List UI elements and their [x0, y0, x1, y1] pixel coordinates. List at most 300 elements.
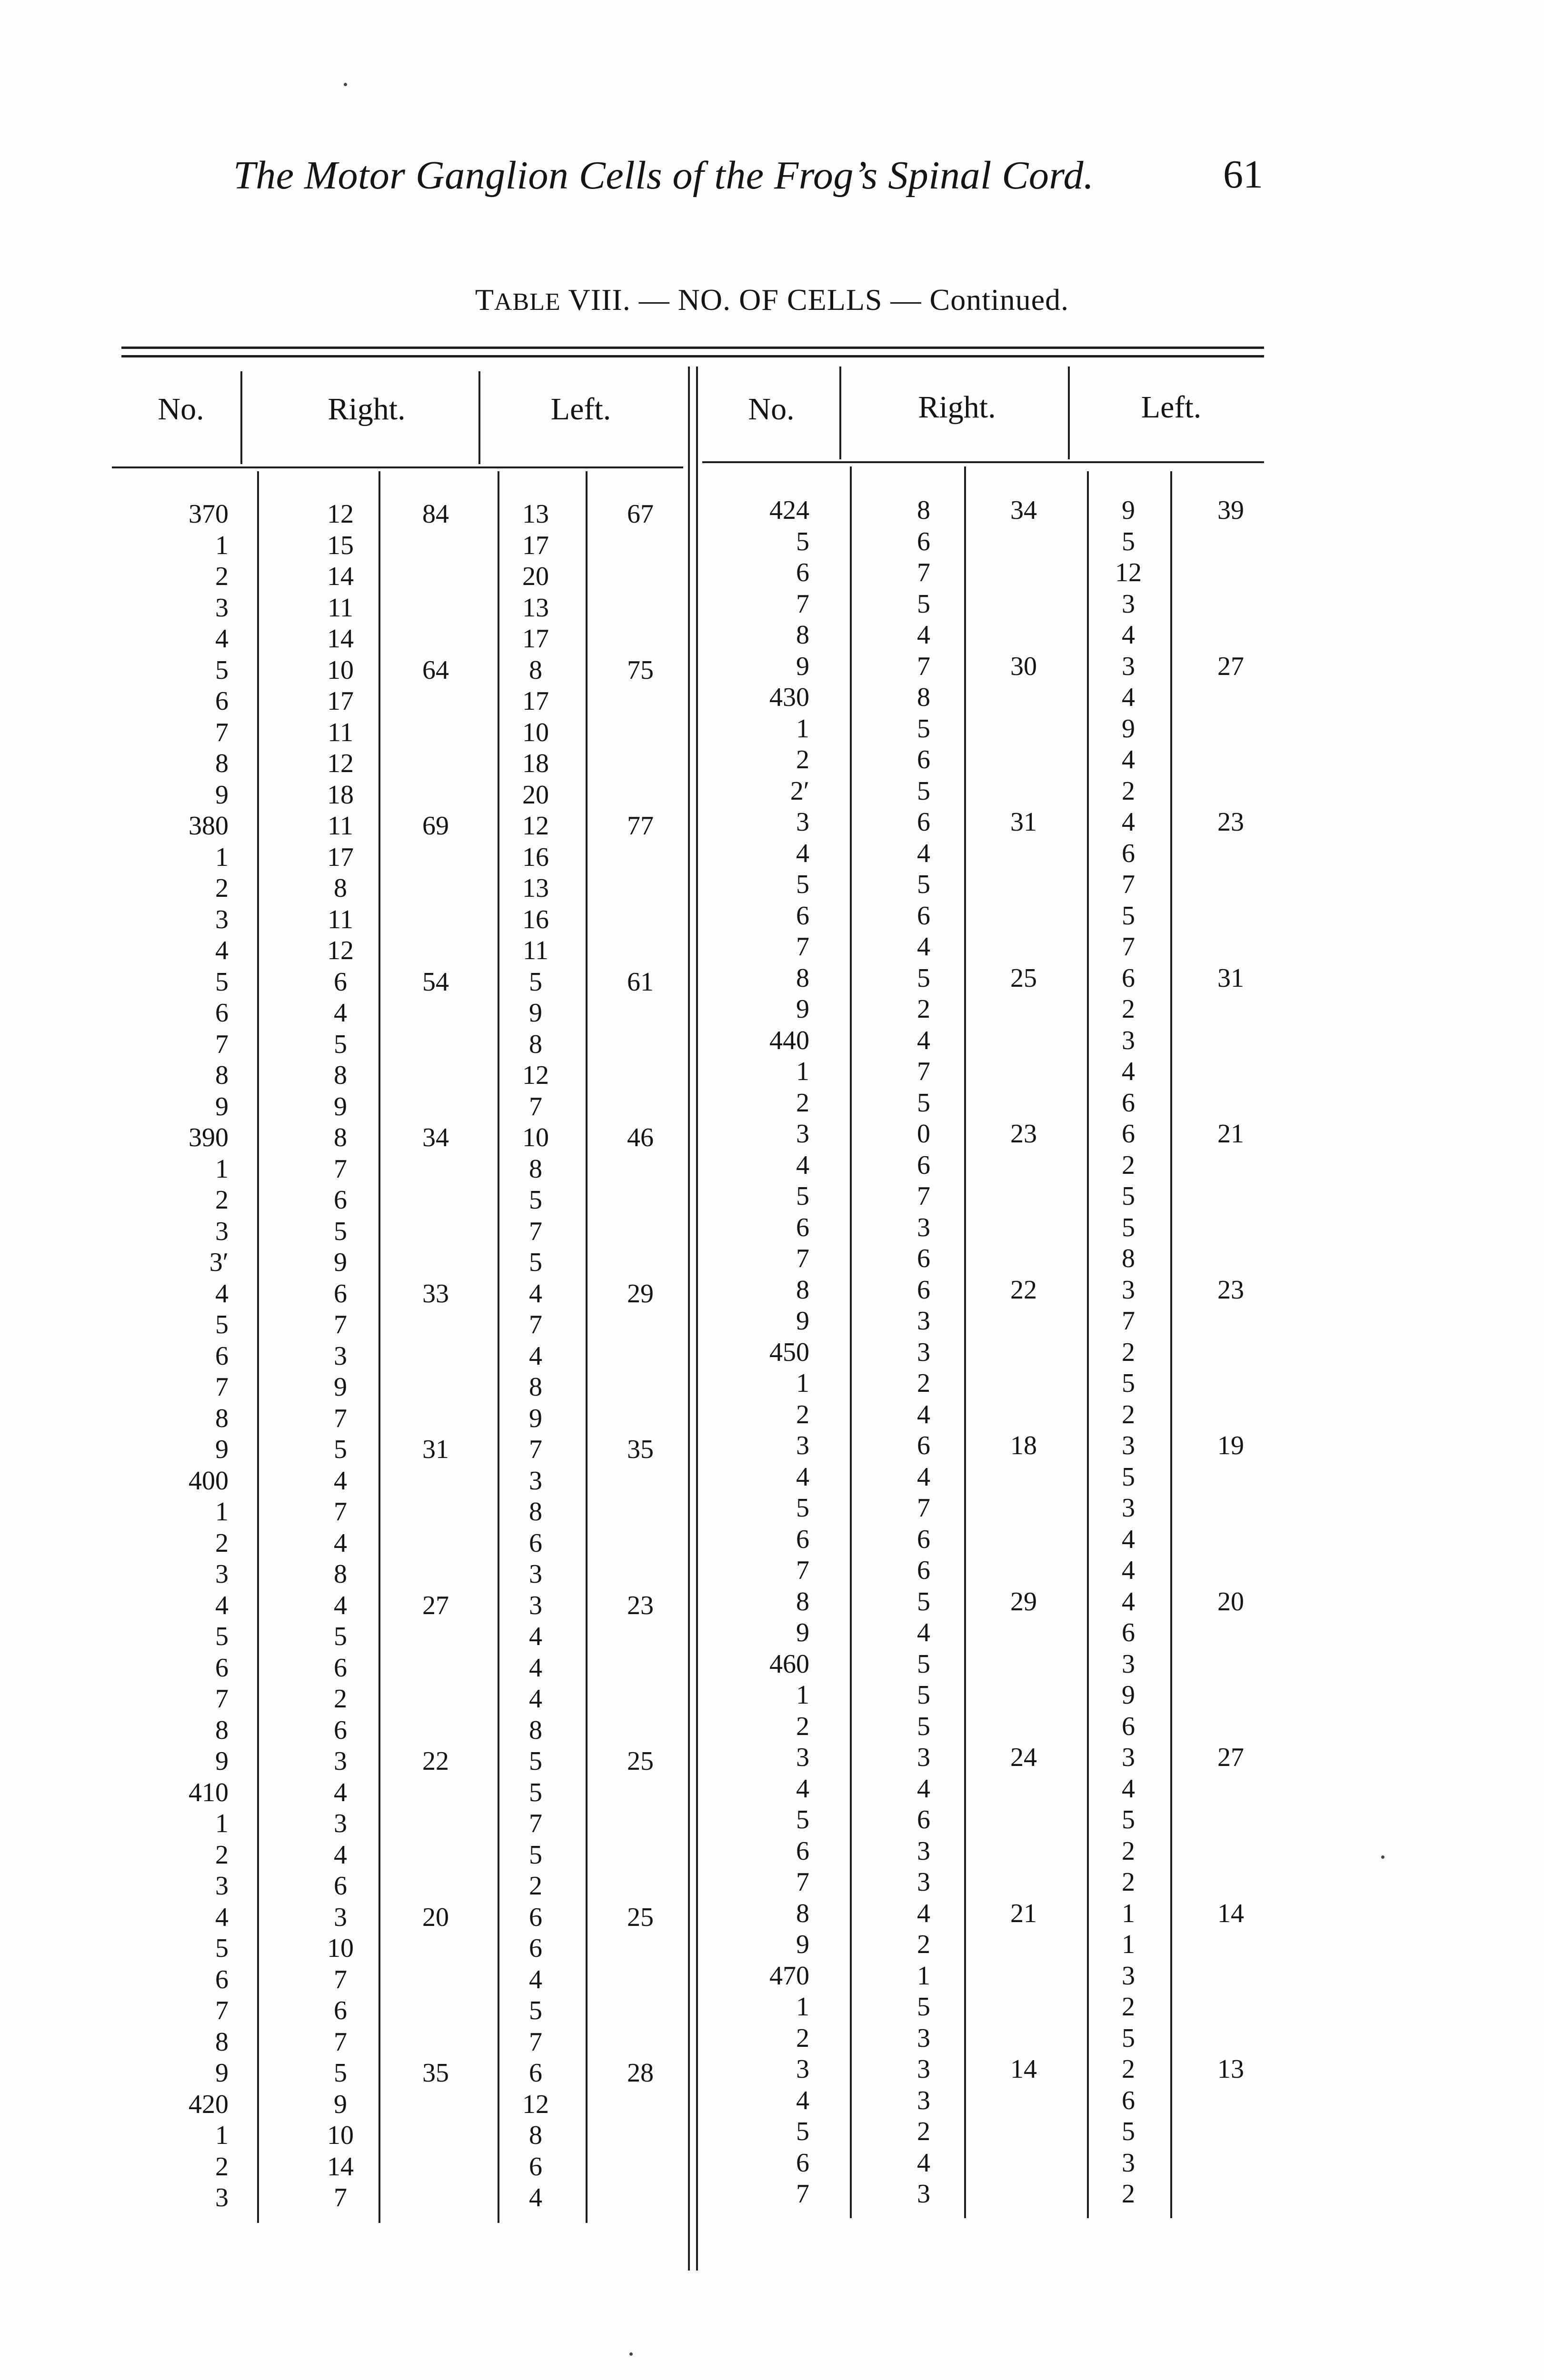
table-cell: 17	[522, 686, 549, 716]
table-cell: 5	[215, 1934, 229, 1963]
table-cell: 6	[917, 901, 930, 931]
table-cell	[614, 717, 667, 749]
table-cell	[1207, 1961, 1255, 1992]
table-cell: 4	[334, 1466, 347, 1496]
table-cell: 6	[215, 1964, 229, 1994]
table-cell: 2′	[790, 776, 809, 806]
table-cell: 18	[1010, 1431, 1037, 1460]
table-cell	[1000, 1555, 1047, 1587]
table-cell: 2	[1122, 776, 1135, 806]
table-cell: 9	[796, 994, 809, 1024]
table-cell: 2	[917, 2117, 930, 2146]
table-cell: 5	[215, 1622, 229, 1651]
table-cell: 10	[327, 1934, 354, 1963]
table-cell: 1	[215, 530, 229, 560]
table-cell: 5	[529, 1185, 542, 1215]
table-cell: 11	[328, 811, 353, 841]
table-cell: 3	[1122, 589, 1135, 619]
table-cell	[1207, 1992, 1255, 2023]
table-cell: 11	[328, 593, 353, 623]
table-cell	[614, 873, 667, 904]
table-cell: 8	[529, 655, 542, 685]
table-cell	[1000, 932, 1047, 963]
table-cell: 4	[917, 932, 930, 962]
table-cell	[1207, 1617, 1255, 1649]
table-cell: 2	[215, 1840, 229, 1870]
table-cell	[1000, 1929, 1047, 1961]
table-cell: 2	[1122, 994, 1135, 1024]
table-cell: 2	[1122, 2054, 1135, 2084]
header-left-right: Left.	[1141, 390, 1202, 425]
table-cell: 3	[215, 1871, 229, 1901]
table-cell: 25	[627, 1902, 654, 1932]
table-cell: 7	[796, 589, 809, 619]
table-cell: 6	[529, 2058, 542, 2088]
table-cell: 30	[1010, 651, 1037, 681]
table-cell: 5	[529, 1777, 542, 1807]
table-cell: 7	[334, 1310, 347, 1339]
table-cell: 9	[529, 1403, 542, 1433]
table-cell: 470	[769, 1961, 809, 1991]
table-cell	[614, 1684, 667, 1715]
table-cell: 9	[215, 780, 229, 810]
table-cell: 7	[917, 1493, 930, 1523]
table-cell: 5	[215, 655, 229, 685]
table-cell: 8	[215, 749, 229, 778]
table-cell	[1000, 1306, 1047, 1337]
table-cell: 69	[422, 811, 449, 841]
table-cell: 4	[917, 1618, 930, 1647]
table-cell: 9	[796, 1930, 809, 1959]
table-cell: 2	[1122, 1836, 1135, 1866]
table-cell: 3	[1122, 1025, 1135, 1055]
table-cell: 4	[796, 2085, 809, 2115]
table-cell: 7	[1122, 870, 1135, 899]
table-cell	[1207, 1649, 1255, 1680]
table-cell	[614, 2027, 667, 2058]
table-cell: 20	[422, 1902, 449, 1932]
table-cell	[1207, 838, 1255, 870]
table-cell: 7	[529, 1809, 542, 1838]
table-cell	[409, 748, 462, 780]
table-cell: 10	[327, 2121, 354, 2150]
table-cell: 10	[522, 717, 549, 747]
table-cell: 6	[334, 1279, 347, 1309]
table-cell: 6	[529, 1902, 542, 1932]
table-cell: 4	[917, 1399, 930, 1429]
caption-main: VIII. — NO. OF CELLS — Continued.	[568, 283, 1069, 317]
table-cell: 3	[1122, 1431, 1135, 1460]
table-cell	[409, 1995, 462, 2027]
table-cell: 64	[422, 655, 449, 685]
table-cell	[409, 1871, 462, 1902]
table-cell: 4	[796, 1774, 809, 1804]
table-cell: 5	[215, 1310, 229, 1339]
table-cell: 8	[796, 963, 809, 993]
table-cell	[1000, 1150, 1047, 1181]
table-cell: 5	[1122, 1181, 1135, 1211]
table-cell: 7	[529, 1435, 542, 1464]
table-cell: 3	[917, 1212, 930, 1242]
table-cell: 7	[215, 1029, 229, 1059]
right-values-column-left	[314, 499, 367, 2214]
column-divider	[1068, 367, 1070, 459]
table-cell	[1000, 714, 1047, 745]
table-cell	[1000, 2116, 1047, 2148]
table-cell: 18	[327, 780, 354, 810]
right-sums-column-left	[409, 499, 462, 2214]
table-cell: 13	[1217, 2054, 1244, 2084]
table-cell: 7	[215, 717, 229, 747]
table-cell: 3	[334, 1902, 347, 1932]
table-cell: 6	[1122, 1711, 1135, 1741]
table-cell	[1000, 1493, 1047, 1524]
table-cell	[409, 624, 462, 655]
table-cell	[614, 1995, 667, 2027]
table-cell: 6	[796, 2148, 809, 2178]
table-cell	[409, 686, 462, 717]
table-cell: 1	[796, 714, 809, 744]
table-cell	[1000, 869, 1047, 901]
table-cell: 2	[215, 1185, 229, 1215]
table-cell	[614, 748, 667, 780]
table-cell: 29	[627, 1279, 654, 1309]
table-cell: 5	[796, 870, 809, 899]
table-cell: 5	[917, 1088, 930, 1118]
table-cell	[614, 1497, 667, 1528]
table-cell	[614, 1777, 667, 1809]
table-cell	[1207, 1680, 1255, 1711]
table-cell	[1207, 1306, 1255, 1337]
print-speck	[344, 83, 347, 86]
table-cell	[409, 593, 462, 624]
table-cell: 3	[796, 1743, 809, 1772]
table-cell: 2	[796, 1399, 809, 1429]
table-cell: 5	[796, 1181, 809, 1211]
table-cell	[1000, 1711, 1047, 1743]
table-cell: 29	[1010, 1587, 1037, 1616]
table-cell: 12	[522, 1061, 549, 1090]
table-cell: 3	[917, 1836, 930, 1866]
table-cell	[409, 530, 462, 562]
table-cell	[614, 1247, 667, 1279]
table-cell: 4	[1122, 1587, 1135, 1616]
table-cell	[614, 561, 667, 593]
table-cell	[1000, 1368, 1047, 1399]
table-cell: 5	[796, 2117, 809, 2146]
table-cell: 3	[917, 1337, 930, 1367]
table-cell: 5	[529, 1840, 542, 1870]
table-cell: 4	[1122, 1774, 1135, 1804]
table-cell: 2	[334, 1684, 347, 1714]
table-cell	[614, 624, 667, 655]
table-cell	[614, 842, 667, 873]
table-cell	[409, 2182, 462, 2214]
table-cell: 6	[796, 901, 809, 931]
table-cell: 7	[796, 2179, 809, 2209]
table-cell	[1207, 744, 1255, 776]
table-cell	[1207, 1836, 1255, 1867]
table-cell	[1000, 1649, 1047, 1680]
print-speck	[1381, 1855, 1385, 1859]
table-cell: 4	[529, 1279, 542, 1309]
table-cell	[1000, 2023, 1047, 2054]
table-cell: 20	[522, 780, 549, 810]
table-cell: 18	[522, 749, 549, 778]
table-cell: 33	[422, 1279, 449, 1309]
header-no-left: No.	[158, 392, 204, 426]
table-cell: 5	[796, 1493, 809, 1523]
table-cell	[1207, 1337, 1255, 1368]
table-cell	[614, 1029, 667, 1061]
table-cell	[1207, 869, 1255, 901]
right-values-column-right	[900, 495, 947, 2210]
header-right-right: Right.	[918, 390, 996, 425]
table-cell: 27	[1217, 651, 1244, 681]
table-cell: 5	[917, 963, 930, 993]
no-column-right	[743, 495, 809, 2210]
table-cell: 6	[334, 1871, 347, 1901]
table-cell	[409, 904, 462, 936]
table-cell: 4	[1122, 683, 1135, 712]
table-cell: 2	[796, 1088, 809, 1118]
table-cell: 6	[529, 1528, 542, 1558]
table-cell	[614, 1341, 667, 1372]
table-cell: 6	[796, 1524, 809, 1554]
table-cell	[409, 1185, 462, 1216]
table-cell: 4	[796, 1150, 809, 1180]
table-cell: 23	[1217, 807, 1244, 837]
column-divider	[379, 471, 380, 2223]
table-cell	[1000, 1337, 1047, 1368]
table-cell	[614, 1621, 667, 1653]
table-cell: 17	[327, 686, 354, 716]
table-cell: 6	[917, 1524, 930, 1554]
table-cell: 4	[917, 2148, 930, 2178]
table-cell: 61	[627, 967, 654, 997]
table-cell: 6	[917, 745, 930, 774]
table-cell	[409, 873, 462, 904]
table-cell: 2	[796, 745, 809, 774]
table-cell: 11	[328, 717, 353, 747]
table-cell: 3	[529, 1466, 542, 1496]
table-cell: 27	[422, 1590, 449, 1620]
table-cell: 23	[1217, 1275, 1244, 1305]
table-cell: 27	[1217, 1743, 1244, 1772]
table-cell	[1000, 1992, 1047, 2023]
table-cell: 5	[215, 967, 229, 997]
table-cell: 2	[215, 1528, 229, 1558]
table-cell	[409, 2152, 462, 2183]
table-cell: 4	[529, 1653, 542, 1683]
table-cell: 3	[917, 2179, 930, 2209]
table-cell: 6	[334, 1715, 347, 1745]
table-cell	[1207, 1150, 1255, 1181]
table-cell: 3	[917, 2054, 930, 2084]
table-cell: 3	[1122, 1275, 1135, 1305]
table-cell	[409, 2089, 462, 2121]
table-cell: 5	[1122, 2117, 1135, 2146]
table-cell	[614, 1964, 667, 1996]
table-cell: 16	[522, 842, 549, 872]
table-cell: 13	[522, 873, 549, 903]
table-cell: 7	[796, 1244, 809, 1273]
table-cell: 6	[529, 1934, 542, 1963]
table-cell: 3	[917, 1867, 930, 1897]
table-cell: 4	[215, 1902, 229, 1932]
table-cell: 7	[334, 1154, 347, 1184]
left-values-column-left	[509, 499, 562, 2214]
table-cell	[1207, 2179, 1255, 2210]
top-double-rule-lower	[121, 355, 1264, 357]
table-cell	[1000, 1961, 1047, 1992]
table-cell	[409, 1309, 462, 1341]
table-cell	[1207, 526, 1255, 558]
table-cell	[1207, 1368, 1255, 1399]
table-cell: 4	[215, 624, 229, 654]
table-cell: 1	[796, 1368, 809, 1398]
table-cell: 21	[1217, 1119, 1244, 1149]
table-cell: 5	[1122, 2023, 1135, 2053]
table-cell: 14	[327, 2152, 354, 2182]
table-cell: 6	[917, 1431, 930, 1460]
table-cell	[1207, 1493, 1255, 1524]
table-cell	[614, 1808, 667, 1840]
table-cell: 8	[529, 2121, 542, 2150]
table-cell	[1000, 589, 1047, 620]
table-cell: 7	[334, 1403, 347, 1433]
table-cell	[614, 1060, 667, 1091]
table-cell: 6	[917, 1150, 930, 1180]
table-cell	[409, 1216, 462, 1248]
table-cell	[1207, 901, 1255, 932]
table-cell	[409, 1933, 462, 1964]
table-cell: 3	[917, 2023, 930, 2053]
table-cell: 12	[522, 2089, 549, 2119]
table-cell: 16	[522, 904, 549, 934]
table-cell	[1000, 1805, 1047, 1836]
table-cell	[409, 1091, 462, 1123]
column-divider	[1170, 471, 1172, 2218]
column-divider	[688, 367, 690, 2271]
table-cell: 14	[1217, 1898, 1244, 1928]
table-cell: 5	[917, 589, 930, 619]
table-cell: 22	[422, 1746, 449, 1776]
table-cell	[1207, 2116, 1255, 2148]
column-divider	[964, 466, 966, 2218]
table-cell: 20	[522, 562, 549, 591]
table-cell: 7	[1122, 1306, 1135, 1336]
table-cell	[409, 1247, 462, 1279]
table-cell: 8	[334, 1559, 347, 1589]
table-cell	[1000, 1462, 1047, 1493]
table-cell	[1000, 1212, 1047, 1244]
table-cell: 17	[522, 530, 549, 560]
table-cell: 5	[917, 714, 930, 744]
table-cell: 6	[917, 1805, 930, 1835]
table-cell: 67	[627, 499, 654, 529]
table-cell: 9	[334, 1248, 347, 1277]
table-cell: 3	[334, 1809, 347, 1838]
table-cell	[1207, 1399, 1255, 1431]
table-cell: 3	[1122, 1493, 1135, 1523]
table-cell: 5	[1122, 526, 1135, 556]
table-cell: 6	[917, 526, 930, 556]
table-cell: 1	[796, 1680, 809, 1710]
table-cell: 4	[1122, 1057, 1135, 1086]
table-cell	[409, 1341, 462, 1372]
table-cell: 75	[627, 655, 654, 685]
table-cell	[409, 1840, 462, 1871]
table-cell: 8	[215, 1715, 229, 1745]
column-divider	[850, 466, 852, 2218]
table-cell: 8	[334, 1123, 347, 1152]
table-cell: 400	[189, 1466, 229, 1496]
table-cell: 3	[215, 1216, 229, 1246]
table-cell	[614, 780, 667, 811]
table-cell	[614, 530, 667, 562]
table-cell	[409, 1060, 462, 1091]
header-right-left: Right.	[328, 392, 406, 426]
table-cell: 19	[1217, 1431, 1244, 1460]
table-cell: 5	[1122, 1212, 1135, 1242]
table-cell: 6	[1122, 1618, 1135, 1647]
table-cell	[409, 1528, 462, 1559]
column-divider	[839, 367, 841, 459]
table-cell: 3	[215, 1559, 229, 1589]
table-cell	[409, 780, 462, 811]
table-cell: 23	[627, 1590, 654, 1620]
table-cell: 1	[1122, 1898, 1135, 1928]
table-cell: 5	[529, 1996, 542, 2025]
table-cell	[1207, 1711, 1255, 1743]
table-cell: 3	[796, 1431, 809, 1460]
table-cell: 3	[1122, 2148, 1135, 2178]
table-cell: 4	[917, 1025, 930, 1055]
table-cell: 380	[189, 811, 229, 841]
table-cell	[409, 1154, 462, 1185]
table-cell	[409, 1684, 462, 1715]
table-cell	[614, 2182, 667, 2214]
table-cell: 14	[327, 624, 354, 654]
table-cell: 4	[917, 1462, 930, 1492]
table-cell: 5	[917, 776, 930, 806]
table-cell: 4	[529, 1622, 542, 1651]
table-cell: 13	[522, 593, 549, 623]
table-cell: 3	[529, 1590, 542, 1620]
table-cell	[1207, 1025, 1255, 1057]
table-cell	[614, 686, 667, 717]
column-divider	[478, 371, 480, 464]
table-cell: 7	[1122, 932, 1135, 962]
table-cell: 3	[796, 2054, 809, 2084]
table-cell: 8	[1122, 1244, 1135, 1273]
table-cell	[1207, 1555, 1255, 1587]
left-sums-column-left	[614, 499, 667, 2214]
table-cell	[614, 2152, 667, 2183]
table-cell: 4	[917, 838, 930, 868]
table-cell: 4	[1122, 620, 1135, 650]
table-cell	[409, 1497, 462, 1528]
table-cell: 13	[522, 499, 549, 529]
table-cell	[409, 1403, 462, 1435]
header-left-left: Left.	[550, 392, 611, 426]
table-cell: 3	[529, 1559, 542, 1589]
table-cell: 5	[334, 1622, 347, 1651]
table-cell: 3	[796, 807, 809, 837]
table-cell: 6	[215, 1653, 229, 1683]
table-cell: 1	[796, 1992, 809, 2022]
